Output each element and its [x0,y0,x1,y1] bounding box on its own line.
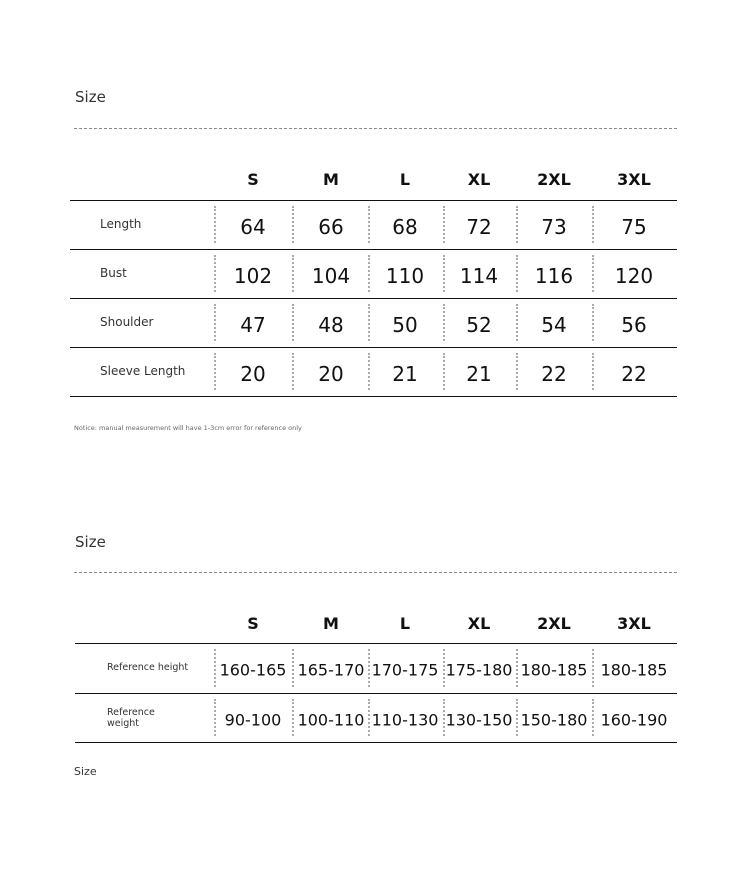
section2-divider [74,572,677,573]
table-cell: 20 [240,361,266,386]
column-separator [214,255,216,292]
table-cell: 180-185 [600,660,668,680]
column-header-m: M [323,170,339,189]
row-divider [75,742,677,743]
column-separator [443,255,445,292]
table-cell: 64 [240,214,266,239]
table-header-rule [70,200,677,201]
column-separator [292,649,294,687]
column-separator [368,353,370,390]
table-cell: 180-185 [520,660,588,680]
table-cell: 75 [621,214,647,239]
column-separator [443,353,445,390]
column-header-l: L [399,614,411,633]
column-header-m: M [323,614,339,633]
measurement-notice: Notice: manual measurement will have 1-3cm error for reference only [74,424,302,432]
column-separator [516,699,518,736]
column-header-xl: XL [467,170,491,189]
table-cell: 54 [541,312,567,337]
column-separator [443,304,445,341]
row-label: Shoulder [100,314,154,329]
table-cell: 100-110 [297,710,365,729]
table-cell: 170-175 [371,660,439,680]
section1-title: Size [75,88,106,106]
column-separator [516,255,518,292]
column-separator [214,206,216,243]
column-separator [368,206,370,243]
row-divider [75,693,677,694]
row-label-line: weight [107,717,140,729]
column-separator [214,649,216,687]
row-label: Bust [100,265,127,280]
table-cell: 22 [541,361,567,386]
column-separator [592,255,594,292]
table-cell: 90-100 [224,710,282,729]
column-separator [292,304,294,341]
column-separator [292,206,294,243]
column-separator [592,206,594,243]
row-divider [70,396,677,397]
footer-size-label: Size [74,765,97,778]
section2-title: Size [75,533,106,551]
column-separator [368,304,370,341]
column-separator [516,353,518,390]
column-separator [443,206,445,243]
column-header-s: S [247,170,259,189]
table-cell: 66 [318,214,344,239]
column-separator [592,353,594,390]
column-header-s: S [247,614,259,633]
column-header-2xl: 2XL [537,170,571,189]
column-separator [592,304,594,341]
row-divider [70,249,677,250]
column-header-2xl: 2XL [537,614,571,633]
table-cell: 72 [466,214,492,239]
table-cell: 73 [541,214,567,239]
column-separator [214,699,216,736]
table-cell: 68 [392,214,418,239]
table-cell: 110-130 [371,710,439,729]
column-separator [592,649,594,687]
table-cell: 102 [233,263,273,288]
row-label [107,707,155,729]
table-cell: 52 [466,312,492,337]
table-cell: 47 [240,312,266,337]
row-label: Reference height [107,662,189,673]
column-separator [516,304,518,341]
table-cell: 114 [459,263,499,288]
column-separator [516,206,518,243]
table-cell: 110 [385,263,425,288]
table-cell: 21 [392,361,418,386]
table-cell: 21 [466,361,492,386]
table-cell: 50 [392,312,418,337]
table-cell: 160-165 [219,660,287,680]
column-separator [368,699,370,736]
section1-divider [74,128,677,129]
row-label-line: Reference [107,706,155,718]
table-cell: 48 [318,312,344,337]
table-cell: 22 [621,361,647,386]
column-separator [292,353,294,390]
table-cell: 56 [621,312,647,337]
row-label: Length [100,216,142,231]
table-cell: 150-180 [520,710,588,729]
table-cell: 20 [318,361,344,386]
column-separator [368,649,370,687]
row-divider [70,298,677,299]
table-cell: 120 [614,263,654,288]
table-cell: 165-170 [297,660,365,680]
row-label: Sleeve Length [100,363,186,378]
column-separator [516,649,518,687]
column-separator [214,304,216,341]
column-header-3xl: 3XL [617,614,651,633]
row-divider [70,347,677,348]
column-separator [292,255,294,292]
table-cell: 160-190 [600,710,668,729]
column-header-3xl: 3XL [617,170,651,189]
table-cell: 116 [534,263,574,288]
table-cell: 130-150 [445,710,513,729]
table-cell: 175-180 [445,660,513,680]
column-separator [368,255,370,292]
table-header-rule [75,643,677,644]
table-cell: 104 [311,263,351,288]
column-separator [592,699,594,736]
column-separator [292,699,294,736]
column-separator [214,353,216,390]
column-header-xl: XL [467,614,491,633]
column-header-l: L [399,170,411,189]
